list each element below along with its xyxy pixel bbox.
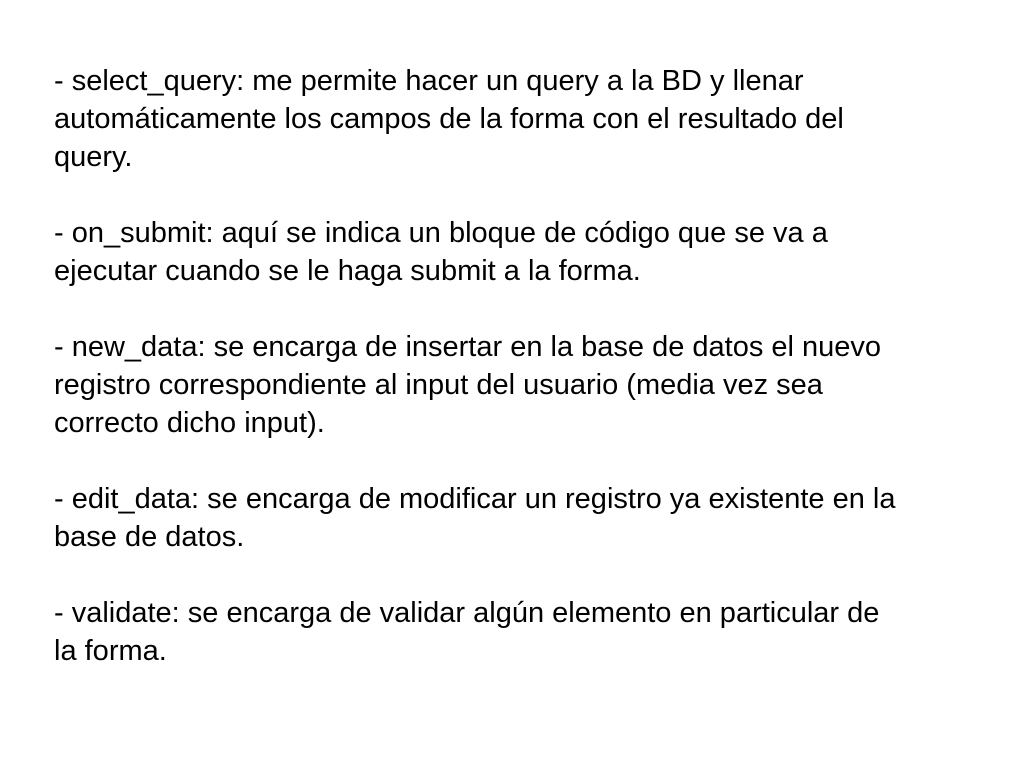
item-validate (54, 594, 974, 670)
item-edit-data (54, 480, 974, 556)
text-line: ejecutar cuando se le haga submit a la forma. (54, 255, 641, 287)
text-line: - on_submit: aquí se indica un bloque de código que se va a (54, 217, 828, 249)
item-on-submit (54, 214, 974, 290)
slide-body (54, 62, 974, 670)
text-line: automáticamente los campos de la forma con el resultado del (54, 103, 844, 135)
text-line: la forma. (54, 635, 167, 667)
text-line: base de datos. (54, 521, 245, 553)
text-line: - validate: se encarga de validar algún elemento en particular de (54, 597, 880, 629)
text-line: query. (54, 141, 133, 173)
text-line: registro correspondiente al input del usuario (media vez sea (54, 369, 823, 401)
text-line: correcto dicho input). (54, 407, 325, 439)
text-line: - edit_data: se encarga de modificar un registro ya existente en la (54, 483, 896, 515)
text-line: - new_data: se encarga de insertar en la base de datos el nuevo (54, 331, 882, 363)
text-line: - select_query: me permite hacer un query a la BD y llenar (54, 65, 804, 97)
item-select-query (54, 62, 974, 176)
item-new-data (54, 328, 974, 442)
